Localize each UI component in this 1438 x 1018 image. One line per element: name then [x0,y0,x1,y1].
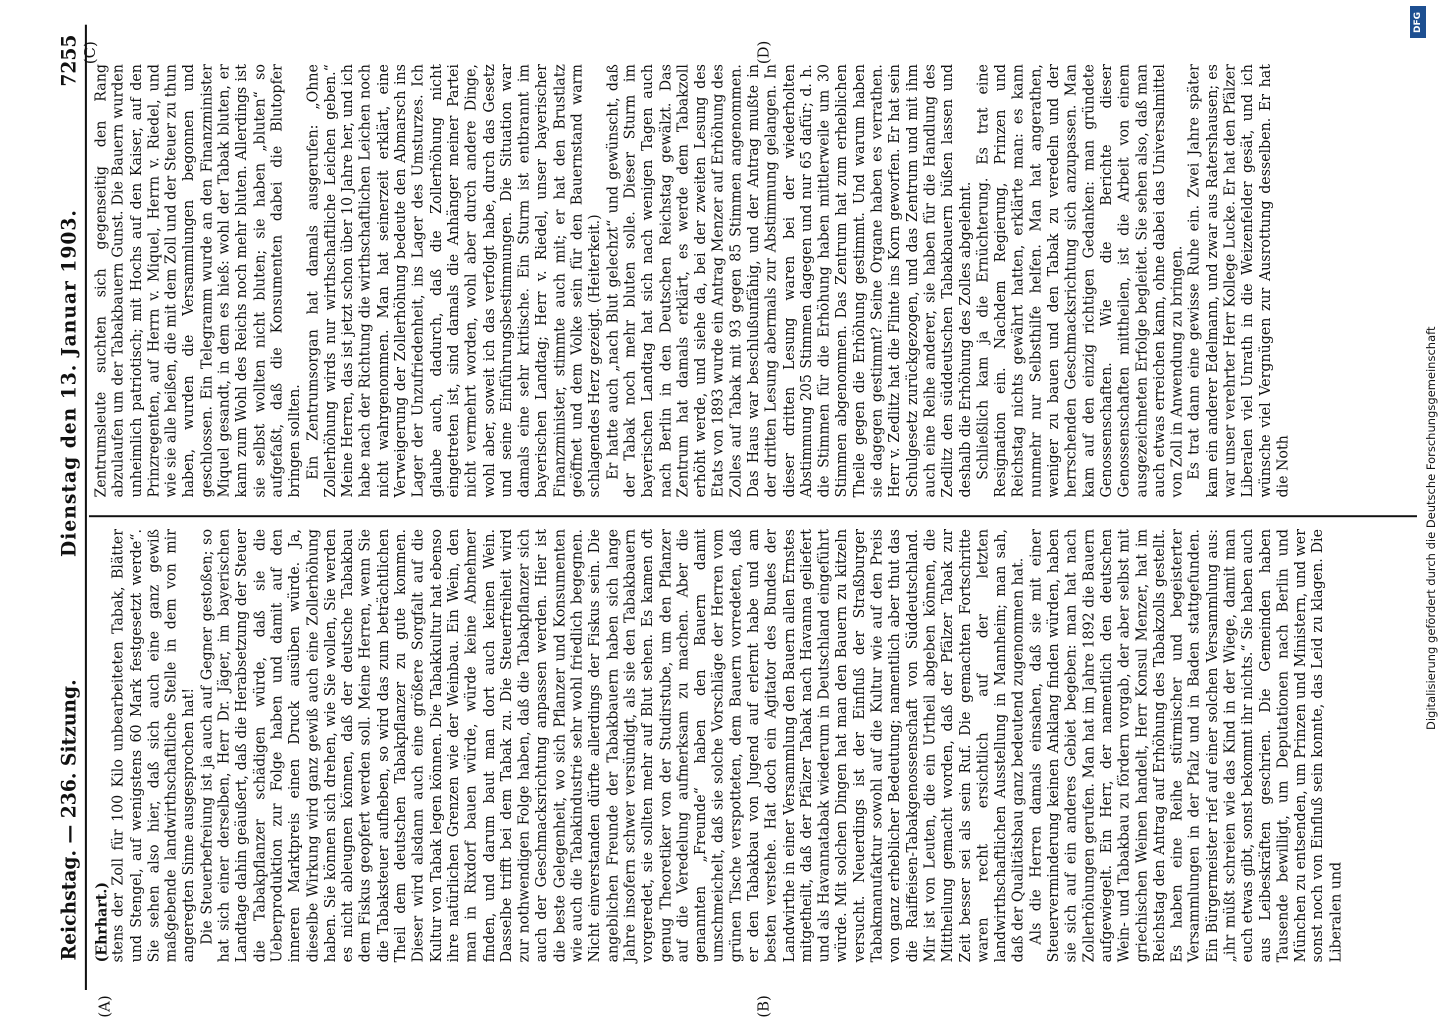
paragraph: Die Steuerbefreiung ist ja auch auf Gegner gestoßen; so hat sich einer derselben, Herr Dr. Jäger, im bayerischen Landtage dahin geäußert, daß die Herabsetzung der Steuer die Tabakpflanzer schädigen würde, daß sie die Ueberproduktion zur Folge haben und damit auf den inneren Marktpreis einen Druck ausüben würde. Ja, dieselbe Wirkung wird ganz gewiß auch eine Zollerhöhung haben. Sie können sich drehen, wie Sie wollen, Sie werden es nicht ableugnen können, daß der deutsche Tabakbau dem Fiskus geopfert werden soll. Meine Herren, wenn Sie die Tabaksteuer aufheben, so wird das zum beträchtlichen Theil dem deutschen Tabakpflanzer zu gute kommen. Dieser wird alsdann auch eine größere Sorgfalt auf die Kultur von Tabak legen können. Die Tabakkultur hat ebenso ihre natürlichen Grenzen wie der Weinbau. Ein Wein, den man in Rixdorf bauen würde, würde keine Abnehmer finden, und darum baut man dort auch keinen Wein. Dasselbe trifft bei dem Tabak zu. Die Steuerfreiheit wird zur nothwendigen Folge haben, daß die Tabakpflanzer sich auch der Geschmacksrichtung anpassen werden. Hier ist die beste Gelegenheit, wo sich Pflanzer und Konsumenten wie auch die Tabakindustrie sehr wohl friedlich begegnen. Nicht einverstanden dürfte allerdings der Fiskus sein. Die angeblichen Freunde der Tabakbauern haben sich lange Jahre insofern schwer versündigt, als sie den Tabakbauern vorgeredet, sie sollten mehr auf Blut sehen. Es kamen oft genug Theoretiker von der Studirstube, um den Pflanzer auf die Veredelung aufmerksam zu machen. Aber die genannten „Freunde“ haben den Bauern damit umschmeichelt, daß sie solche Vorschläge der Herren vom grünen Tische verspotteten, dem Bauern vorredeten, daß er den Tabakbau von Jugend auf erlernt habe und am besten verstehe. Hat doch ein Agitator des Bundes der Landwirthe in einer Versammlung den Bauern allen Ernstes mitgetheilt, daß der Pfälzer Tabak nach Havanna geliefert und als Havannatabak wiederum in Deutschland eingeführt würde. Mit solchen Dingen hat man den Bauern zu kitzeln versucht. Neuerdings ist der Einfluß der Straßburger Tabakmanufaktur sowohl auf die Kultur wie auf den Preis von ganz erheblicher Bedeutung; namentlich aber thut das die Raiffeisen-Tabakgenossenschaft von Süddeutschland. Mir ist von Leuten, die ein Urtheil abgeben können, die Mittheilung gemacht worden, daß der Pfälzer Tabak zur Zeit besser sei als sein Ruf. Die gemachten Fortschritte waren recht ersichtlich auf der letzten landwirthschaftlichen Ausstellung in Mannheim; man sah, daß der Qualitätsbau ganz bedeutend zugenommen hat. [198,529,1027,963]
dfg-logo: DFG [1410,6,1426,38]
column-divider [89,515,1417,517]
header-date: Dienstag den 13. Januar 1903. [58,209,81,557]
paragraph: Ein Zentrumsorgan hat damals ausgerufen: „Ohne Zollerhöhung wirds nur wirthschaftliche Leichen geben.“ Meine Herren, das ist jetzt schon über 10 Jahre her, und ich habe nach der Richtung die wirthschaftlichen Leichen noch nicht wahrgenommen. Man hat seinerzeit erklärt, eine Verweigerung der Zollerhöhung bedeute den Abmarsch ins Lager der Unzufriedenheit, ins Lager des Umsturzes. Ich glaube auch, dadurch, daß die Zollerhöhung nicht eingetreten ist, sind damals die Anhänger meiner Partei nicht vermehrt worden, wohl aber durch andere Dinge, wohl aber, soweit ich das verfolgt habe, durch das Gesetz und seine Einführungsbestimmungen. Die Situation war damals eine sehr kritische. Ein Sturm ist entbrannt im bayerischen Landtag; Herr v. Riedel, unser bayerischer Finanzminister, stimmte auch mit; er hat den Brustlatz geöffnet und dem Volke sein für den Bauernstand warm schlagendes Herz gezeigt. (Heiterkeit.) [304,64,604,498]
document-page [40,25,1427,1018]
paragraph: stens der Zoll für 100 Kilo unbearbeiteten Tabak, Blätter und Stengel, auf wenigstens 60 Mark festgesetzt werde“. Sie sehen also hier, daß sich auch eine ganz gewiß maßgebende landwirthschaftliche Stelle in dem von mir angeregten Sinne ausgesprochen hat! [110,529,198,963]
digitization-note-text: Digitalisierung gefördert durch die Deutsche Forschungsgemeinschaft [1424,326,1438,730]
paragraph: Als die Herren damals einsahen, daß sie mit einer Steuerverminderung keinen Anklang finden würden, haben sie sich auf ein anderes Gebiet begeben: man hat nach Zollerhöhungen gerufen. Man hat im Jahre 1892 die Bauern aufgewiegelt. Ein Herr, der namentlich den deutschen Wein- und Tabakbau zu fördern vorgab, der aber selbst mit griechischen Weinen handelt, Herr Konsul Menzer, hat im Reichstag den Antrag auf Erhöhung des Tabakzolls gestellt. Es haben eine Reihe stürmischer und begeisterter Versammlungen in der Pfalz und in Baden stattgefunden. Ein Bürgermeister rief auf einer solchen Versammlung aus: „ihr müßt schreien wie das Kind in der Wiege, damit man euch etwas gibt, sonst bekommt ihr nichts.“ Sie haben auch aus Leibeskräften geschrien. Die Gemeinden haben Tausende bewilligt, um Deputationen nach Berlin und München zu entsenden, um Prinzen und Ministern, und wer sonst noch von Einfluß sein konnte, das Leid zu klagen. Die Liberalen und [1028,529,1345,963]
margin-marker-b: (B) [754,995,773,1018]
margin-marker-d: (D) [754,40,773,65]
page-header [40,25,87,990]
margin-marker-a: (A) [95,995,114,1018]
paragraph: Zentrumsleute suchten sich gegenseitig den Rang abzulaufen um der Tabakbauern Gunst. Die Bauern wurden unheimlich patriotisch; mit Hochs auf den Kaiser, auf den Prinzregenten, auf Herrn v. Miquel, Herrn v. Riedel, und wie sie alle heißen, die mit dem Zoll und der Steuer zu thun haben, wurden die Versammlungen begonnen und geschlossen. Ein Telegramm wurde an den Finanzminister Miquel gesandt, in dem es hieß: wohl der Tabak bluten, er kann zum Wohl des Reichs noch mehr bluten. Allerdings ist sie selbst wollten nicht bluten; sie haben „bluten“ so aufgefaßt, daß die Konsumenten dabei die Blutopfer bringen sollten. [93,64,304,498]
paragraph: Es trat dann eine gewisse Ruhe ein. Zwei Jahre später kam ein anderer Edelmann, und zwar aus Ratershausen; es war unser verehrter Herr Kollege Lucke. Er hat den Pfälzer Liberalen viel Unrath in die Weizenfelder gesät, und ich wünsche viel Vergnügen zur Ausrottung desselben. Er hat die Noth [1186,64,1292,498]
header-left: Reichstag. — 236. Sitzung. [58,679,81,961]
paragraph: Schließlich kam ja die Ernüchterung. Es trat eine Resignation ein. Nachdem Regierung, Prinzen und Reichstag nichts gewährt hatten, erklärte man: es kann nunmehr nur Selbsthilfe helfen. Man hat angerathen, weniger zu bauen und den Tabak zu veredeln und der herrschenden Geschmacksrichtung sich anzupassen. Man kam auf den einzig richtigen Gedanken: man gründete Genossenschaften. Wie die Berichte dieser Genossenschaften mittheilen, ist die Arbeit von einem ausgezeichneten Erfolge begleitet. Sie sehen also, daß man auch etwas erreichen kann, ohne dabei das Universalmittel von Zoll in Anwendung zu bringen. [975,64,1186,498]
page-number: 7255 [58,34,81,87]
digitization-note [1404,10,1438,730]
left-column [93,529,1407,962]
speaker-name: (Ehrhart.) [93,881,111,963]
right-column [93,64,1407,497]
paragraph: Er hatte auch „nach Blut gelechzt“ und gewünscht, daß der Tabak noch mehr bluten solle. Dieser Sturm im bayerischen Landtag hat sich nach wenigen Tagen auch nach Berlin in den Deutschen Reichstag gewälzt. Das Zentrum hat damals erklärt, es werde dem Tabakzoll erhöht werde, und siehe da, bei der zweiten Lesung des Etats von 1893 wurde ein Antrag Menzer auf Erhöhung des Zolles auf Tabak mit 93 gegen 85 Stimmen angenommen. Das Haus war beschlußunfähig, und der Antrag mußte in der dritten Lesung abermals zur Abstimmung gelangen. In dieser dritten Lesung waren bei der wiederholten Abstimmung 205 Stimmen dagegen und nur 65 dafür; d. h. die Stimmen für die Erhöhung haben mittlerweile um 30 Stimmen abgenommen. Das Zentrum hat zum erheblichen Theile gegen die Erhöhung gestimmt. Und warum haben sie dagegen gestimmt? Seine Organe haben es verrathen. Herr v. Zedlitz hat die Flinte ins Korn geworfen. Er hat sein Schulgesetz zurückgezogen, und das Zentrum und mit ihm auch eine Reihe anderer, sie haben für die Handlung des Zedlitz den süddeutschen Tabakbauern büßen lassen und deshalb die Erhöhung des Zolles abgelehnt. [604,64,974,498]
margin-marker-c: (C) [80,41,100,65]
